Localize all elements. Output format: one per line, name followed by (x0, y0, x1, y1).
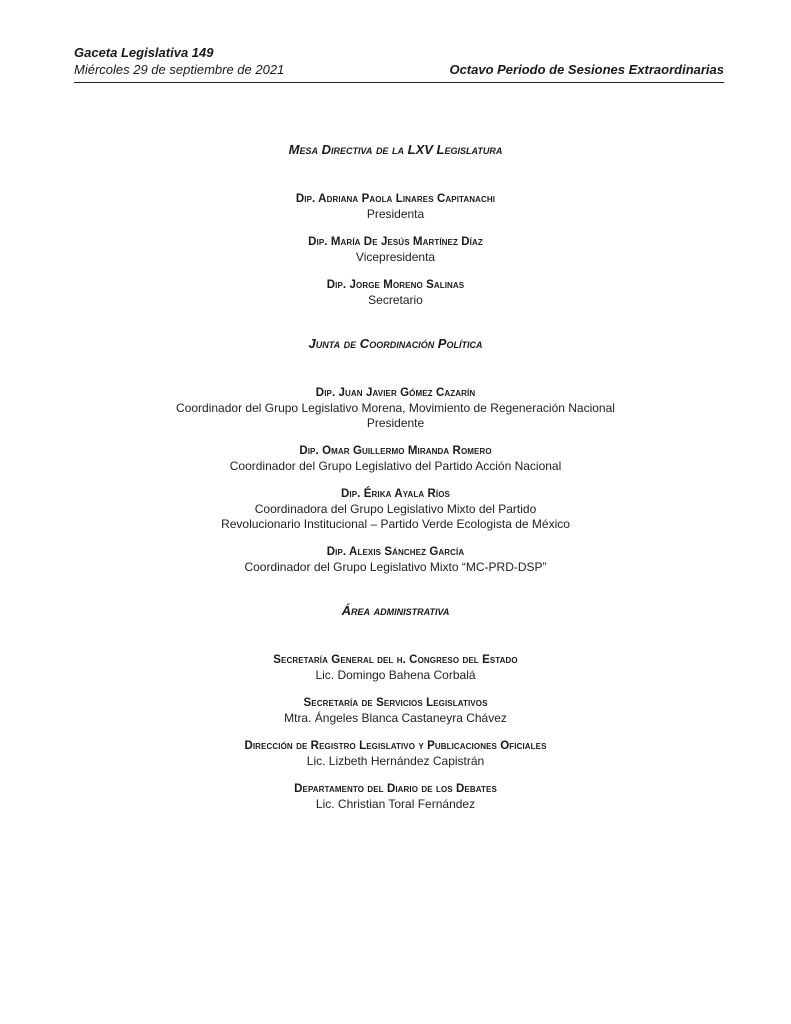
section-title: Mesa Directiva de la LXV Legislatura (288, 142, 503, 157)
person-name: Dip. Adriana Paola Linares Capitanachi (295, 193, 496, 205)
person-role: Coordinador del Grupo Legislativo Mixto “MC-PRD-DSP” (244, 560, 547, 574)
person-entry (0, 782, 791, 812)
publication-date: Miércoles 29 de septiembre de 2021 (74, 62, 285, 77)
person-role: Secretario (368, 293, 423, 307)
person-role: Coordinador del Grupo Legislativo Morena, Movimiento de Regeneración Nacional (176, 401, 615, 415)
office-holder: Mtra. Ángeles Blanca Castaneyra Chávez (284, 711, 507, 725)
person-name: Dip. Omar Guillermo Miranda Romero (299, 445, 492, 457)
section-title: Área administrativa (341, 603, 450, 618)
office-holder: Lic. Lizbeth Hernández Capistrán (306, 754, 485, 768)
directory-content (0, 136, 791, 834)
person-entry (0, 696, 791, 726)
gazette-title: Gaceta Legislativa 149 (74, 45, 214, 60)
office-name: Secretaría de Servicios Legislativos (303, 697, 488, 709)
person-entry (0, 545, 791, 575)
person-role: Coordinadora del Grupo Legislativo Mixto del Partido (254, 502, 537, 516)
person-name: Dip. Juan Javier Gómez Cazarín (315, 387, 476, 399)
person-entry (0, 235, 791, 265)
office-name: Dirección de Registro Legislativo y Publicaciones Oficiales (244, 740, 547, 752)
page-header (74, 44, 724, 83)
person-entry (0, 278, 791, 308)
session-period: Octavo Periodo de Sesiones Extraordinarias (449, 62, 724, 77)
person-entry (0, 739, 791, 769)
person-entry (0, 653, 791, 683)
person-entry (0, 487, 791, 532)
person-role: Vicepresidenta (355, 250, 436, 264)
person-name: Dip. Alexis Sánchez García (326, 546, 465, 558)
office-name: Departamento del Diario de los Debates (294, 783, 497, 795)
person-role: Revolucionario Institucional – Partido Verde Ecologista de México (221, 517, 570, 531)
section-area-administrativa (0, 597, 791, 812)
section-junta-coordinacion (0, 330, 791, 575)
person-entry (0, 386, 791, 431)
section-title: Junta de Coordinación Política (308, 336, 483, 351)
person-role: Presidenta (366, 207, 425, 221)
person-entry (0, 444, 791, 474)
person-name: Dip. Érika Ayala Ríos (341, 488, 450, 500)
person-role: Presidente (366, 416, 425, 430)
person-name: Dip. Jorge Moreno Salinas (326, 279, 465, 291)
person-entry (0, 192, 791, 222)
office-holder: Lic. Domingo Bahena Corbalá (315, 668, 476, 682)
section-mesa-directiva (0, 136, 791, 308)
person-role: Coordinador del Grupo Legislativo del Partido Acción Nacional (229, 459, 562, 473)
office-holder: Lic. Christian Toral Fernández (315, 797, 476, 811)
person-name: Dip. María De Jesús Martínez Díaz (308, 236, 483, 248)
office-name: Secretaría General del h. Congreso del Estado (273, 654, 518, 666)
